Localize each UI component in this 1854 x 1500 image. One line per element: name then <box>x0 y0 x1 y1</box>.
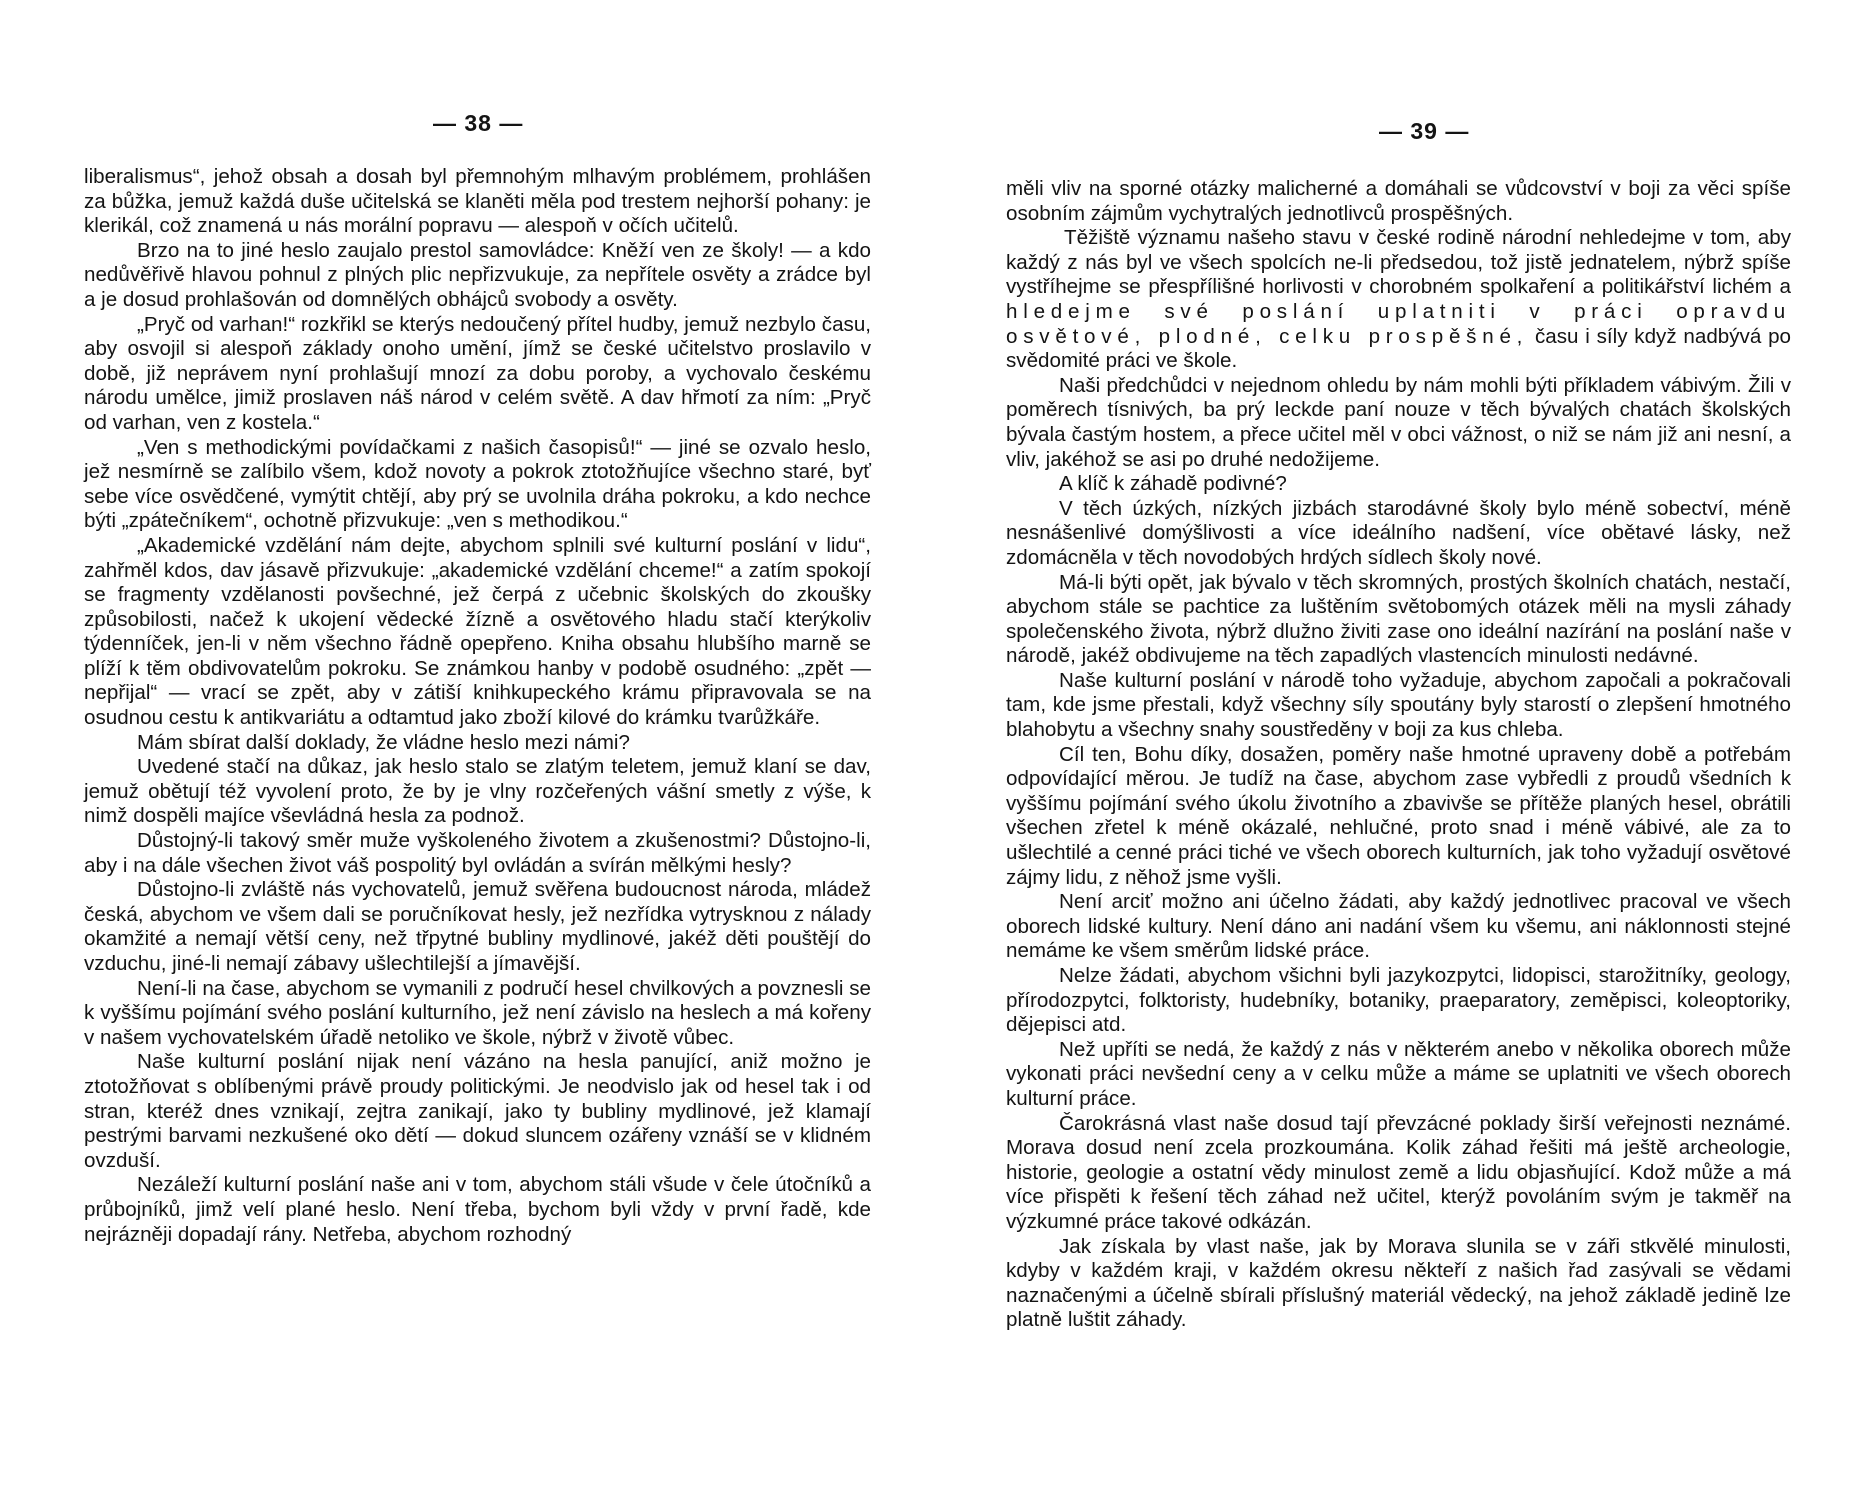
paragraph: Naše kulturní poslání nijak není vázáno na hesla panující, aniž možno je ztotožňovat s oblíbenými právě proudy politickými. Je neodvislo jak od hesel tak i od stran, kteréž dnes vznikají, zejtra zanikají, jako ty bubliny mydlinové, jež klamají pestrými barvami nezkušené oko dětí — dokud sluncem ozářeny vznáší se v klidném ovzduší. <box>84 1050 871 1172</box>
paragraph: Naši předchůdci v nejednom ohledu by nám mohli býti příkladem vábivým. Žili v poměrech tísnivých, ba prý leckde paní nouze v těch bývalých chatách školských bývala častým hostem, a přece učitel měl v obci vážnost, o niž se nám již ani nesní, a vliv, jakéhož se asi po druhé nedožijeme. <box>1006 373 1791 471</box>
paragraph: „Akademické vzdělání nám dejte, abychom splnili své kulturní poslání v lidu“, zahřměl kdos, dav jásavě přizvukuje: „akademické vzdělání chceme!“ a zatím spokojí se fragmenty vzdělanosti povšechné, jež čerpá z učebnic školských do zkoušky způsobilosti, načež k ukojení vědecké žízně a osvětového hladu stačí kterýkoliv týdenníček, jen-li v něm všechno řádně opepřeno. Kniha obsahu hlubšího marně se plíží k těm obdivovatelům pokroku. Se známkou hanby v podobě osudného: „zpět — nepřijal“ — vrací se zpět, aby v zátiší knihkupeckého krámu připravovala se na osudnou cestu k antikvariátu a odtamtud jako zboží kilové do krámku tvarůžkáře. <box>84 533 871 730</box>
paragraph-tail: času i síly když nadbývá po svědomité práci ve škole. <box>1006 324 1791 373</box>
page-number: — 39 — <box>1379 118 1470 144</box>
paragraph: Mám sbírat další doklady, že vládne heslo mezi námi? <box>137 730 630 754</box>
paragraph: „Pryč od varhan!“ rozkřikl se kterýs nedoučený přítel hudby, jemuž nezbylo času, aby osvojil si alespoň základy onoho umění, jímž se české učitelstvo proslavilo v době, již neprávem nyní prohlašují mnozí za dobu poroby, a vychovalo českému národu umělce, jimiž proslaven náš národ v celém světě. A dav hřmotí za ním: „Pryč od varhan, ven z kostela.“ <box>84 312 871 434</box>
page-number: — 38 — <box>433 110 524 136</box>
spaced-emphasis: hledejme své poslání uplatniti v práci opravdu osvětové, plodné, celku prospěšné, <box>1006 299 1791 348</box>
paragraph: Důstojný-li takový směr muže vyškoleného životem a zkušenostmi? Důstojno-li, aby i na dále všechen život váš pospolitý byl ovládán a svírán mělkými hesly? <box>84 829 871 877</box>
right-page <box>927 0 1854 1500</box>
paragraph: Má-li býti opět, jak bývalo v těch skromných, prostých školních chatách, nestačí, abychom stále se pachtice za luštěním světobomých otázek měli na mysli záhady společenského života, nýbrž dlužno živiti zase ono ideální nazírání na poslání naše v národě, jakéž obdivujeme na těch zapadlých vlastencích minulosti nedávné. <box>1006 570 1791 668</box>
paragraph: Uvedené stačí na důkaz, jak heslo stalo se zlatým teletem, jemuž klaní se dav, jemuž obětují též vyvolení proto, že by je vlny rozčeřených vášní smetly z výše, k nimž dospěli majíce vševládná hesla za podnož. <box>84 755 871 828</box>
paragraph: Naše kulturní poslání v národě toho vyžaduje, abychom započali a pokračovali tam, kde jsme přestali, když všechny síly spoutány byly starostí o zlepšení hmotného blahobytu a všechny snahy soustředěny v boji za kus chleba. <box>1006 668 1791 742</box>
paragraph: Jak získala by vlast naše, jak by Morava slunila se v záři stkvělé minulosti, kdyby v každém kraji, v každém okresu někteří z našich řad zasývali se vědami naznačenými a účelně sbírali příslušný materiál vědecký, na jehož základě jedině lze platně luštit záhady. <box>1006 1234 1791 1332</box>
paragraph: Čarokrásná vlast naše dosud tají převzácné poklady širší veřejnosti neznámé. Morava dosud není zcela prozkoumána. Kolik záhad řešiti má ještě archeologie, historie, geologie a ostatní vědy minulost země a lidu objasňující. Kdož může a má více přispěti k řešení těch záhad než učitel, kterýž povoláním svým je takměř na výzkumné práce takové odkázán. <box>1006 1111 1791 1233</box>
page-body <box>84 165 871 1247</box>
paragraph: Důstojno-li zvláště nás vychovatelů, jemuž svěřena budoucnost národa, mládež česká, abychom ve všem dali se poručníkovat hesly, jež nezřídka vytrysknou z nálady okamžité a nemají větší ceny, než třpytné bubliny mydlinové, jakéž děti pouštějí do vzduchu, jiné-li nemají zábavy ušlechtilejší a jímavější. <box>84 878 871 975</box>
paragraph: „Ven s methodickými povídačkami z našich časopisů!“ — jiné se ozvalo heslo, jež nesmírně se zalíbilo všem, kdož novoty a pokrok ztotožňujíce všechno staré, byť sebe více osvědčené, vymýtit chtějí, aby prý se uvolnila dráha pokroku, a kdo nechce býti „zpátečníkem“, ochotně přizvukuje: „ven s methodikou.“ <box>84 435 871 533</box>
paragraph: Než upříti se nedá, že každý z nás v některém anebo v několika oborech může vykonati práci nevšední ceny a v celku může a máme se uplatniti ve všech oborech kulturní práce. <box>1006 1037 1791 1110</box>
paragraph: Cíl ten, Bohu díky, dosažen, poměry naše hmotné upraveny době a potřebám odpovídající měrou. Je tudíž na čase, abychom zase vybředli z proudů všedních k vyššímu pojímání svého úkolu životního a zbavivše se přítěže planých hesel, obrátili všechen zřetel k méně okázalé, nehlučné, proto snad i méně vábivé, ale za to ušlechtilé a cenné práci tiché ve všech oborech kulturních, jak toho vyžadují osvětové zájmy lidu, z něhož jsme vyšli. <box>1006 742 1791 889</box>
paragraph: Nelze žádati, abychom všichni byli jazykozpytci, lidopisci, starožitníky, geology, přírodozpytci, folktoristy, hudebníky, botaniky, praeparatory, zeměpisci, koleoptoriky, dějepisci atd. <box>1006 964 1791 1037</box>
paragraph: Brzo na to jiné heslo zaujalo prestol samovládce: Kněží ven ze školy! — a kdo nedůvěřivě hlavou pohnul z plných plic nepřizvukuje, za nepřítele osvěty a zrádce byl a je dosud prohlašován od domnělých obhájců svobody a osvěty. <box>84 238 871 311</box>
paragraph: Není-li na čase, abychom se vymanili z područí hesel chvilkových a povznesli se k vyššímu pojímání svého poslání kulturního, jež není závislo na heslech a má kořeny v našem vychovatelském úřadě netoliko ve škole, nýbrž v životě vůbec. <box>84 976 871 1049</box>
paragraph: A klíč k záhadě podivné? <box>1059 472 1287 496</box>
paragraph: měli vliv na sporné otázky malicherné a domáhali se vůdcovství v boji za věci spíše osobním zájmům vychytralých jednotlivců prospěšných. <box>1006 177 1791 225</box>
paragraph <box>1006 226 1791 374</box>
paragraph-text: Těžiště významu našeho stavu v české rodině národní nehledejme v tom, aby každý z nás byl ve všech spolcích ne-li předsedou, tož jistě jednatelem, nýbrž spíše vystříhejme se přespřílišné horlivosti v chorobném spolkaření a politikářství lichém a <box>1006 226 1791 299</box>
paragraph: Nezáleží kulturní poslání naše ani v tom, abychom stáli všude v čele útočníků a průbojníků, jimž velí plané heslo. Není třeba, bychom byli vždy v první řadě, kde nejrázněji dopadají rány. Netřeba, abychom rozhodný <box>84 1173 871 1246</box>
paragraph: V těch úzkých, nízkých jizbách starodávné školy bylo méně sobectví, méně nesnášenlivé domýšlivosti a více ideálního nadšení, více obětavé lásky, než zdomácněla v těch novodobých hrdých sídlech školy nové. <box>1006 496 1791 569</box>
page-body <box>1006 177 1791 1333</box>
paragraph: liberalismus“, jehož obsah a dosah byl přemnohým mlhavým problémem, prohlášen za bůžka, jemuž každá duše učitelská se klaněti měla pod trestem nejhorší pohany: je klerikál, což znamená u nás morální popravu — alespoň v očích učitelů. <box>84 165 871 238</box>
paragraph: Není arciť možno ani účelno žádati, aby každý jednotlivec pracoval ve všech oborech lidské kultury. Není dáno ani nadání všem ku všemu, ani náklonnosti stejné nemáme ke všem směrům lidské práce. <box>1006 890 1791 963</box>
